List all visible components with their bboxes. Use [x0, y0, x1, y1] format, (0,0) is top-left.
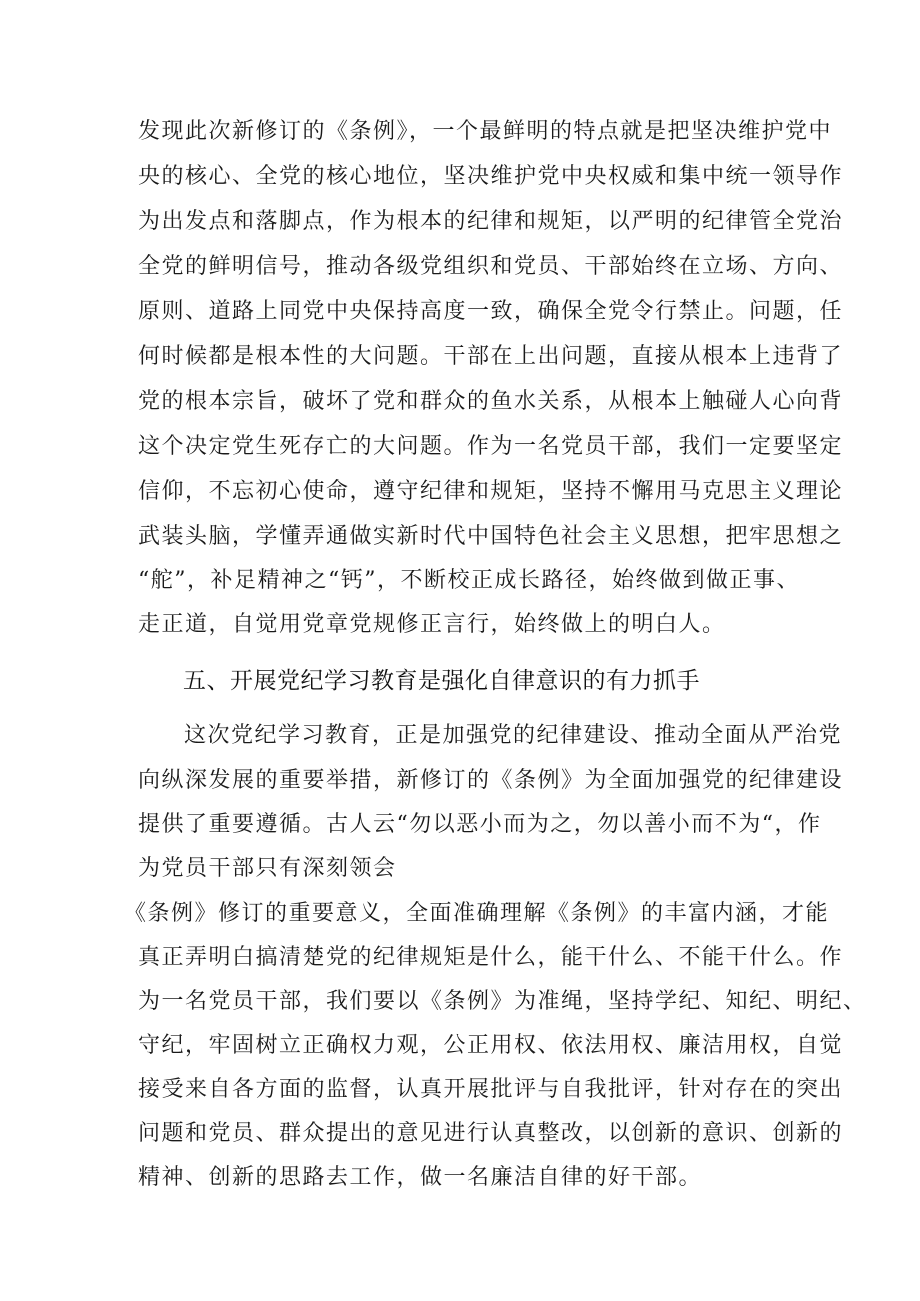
text-line: 党的根本宗旨，破坏了党和群众的鱼水关系，从根本上触碰人心向背 [138, 389, 844, 414]
text-line: 为党员干部只有深刻领会 [138, 856, 397, 881]
text-line: 原则、道路上同党中央保持高度一致，确保全党令行禁止。问题，任 [138, 299, 844, 324]
text-line: 走正道，自觉用党章党规修正言行，始终做上的明白人。 [138, 612, 726, 637]
text-line: “舵”，补足精神之“钙”，不断校正成长路径，始终做到做正事、 [138, 568, 800, 593]
text-line: 精神、创新的思路去工作，做一名廉洁自律的好干部。 [138, 1165, 703, 1190]
text-line: 守纪，牢固树立正确权力观，公正用权、依法用权、廉洁用权，自觉 [138, 1033, 844, 1058]
text-line: 发现此次新修订的《条例》，一个最鲜明的特点就是把坚决维护党中 [138, 119, 833, 144]
text-line: 信仰，不忘初心使命，遵守纪律和规矩，坚持不懈用马克思主义理论 [138, 479, 844, 504]
text-line: 为一名党员干部，我们要以《条例》为准绳，坚持学纪、知纪、明纪、 [138, 989, 867, 1014]
text-line: 这个决定党生死存亡的大问题。作为一名党员干部，我们一定要坚定 [138, 434, 844, 459]
text-line: 武装头脑，学懂弄通做实新时代中国特色社会主义思想，把牢思想之 [138, 524, 844, 549]
text-line: 向纵深发展的重要举措，新修订的《条例》为全面加强党的纪律建设 [138, 768, 844, 793]
text-line: 真正弄明白搞清楚党的纪律规矩是什么，能干什么、不能干什么。作 [138, 945, 844, 970]
text-line: 这次党纪学习教育，正是加强党的纪律建设、推动全面从严治党 [184, 723, 843, 748]
section-heading: 五、开展党纪学习教育是强化自律意识的有力抓手 [183, 668, 700, 694]
text-line: 《条例》修订的重要意义，全面准确理解《条例》的丰富内涵，才能 [124, 901, 830, 926]
text-line: 央的核心、全党的核心地位，坚决维护党中央权威和集中统一领导作 [138, 164, 844, 189]
text-line: 问题和党员、群众提出的意见进行认真整改，以创新的意识、创新的 [138, 1121, 844, 1146]
text-line: 全党的鲜明信号，推动各级党组织和党员、干部始终在立场、方向、 [138, 254, 844, 279]
text-line: 提供了重要遵循。古人云“勿以恶小而为之，勿以善小而不为“，作 [138, 812, 822, 837]
text-line: 接受来自各方面的监督，认真开展批评与自我批评，针对存在的突出 [138, 1077, 844, 1102]
text-line: 为出发点和落脚点，作为根本的纪律和规矩，以严明的纪律管全党治 [138, 209, 844, 234]
text-line: 何时候都是根本性的大问题。干部在上出问题，直接从根本上违背了 [138, 344, 844, 369]
